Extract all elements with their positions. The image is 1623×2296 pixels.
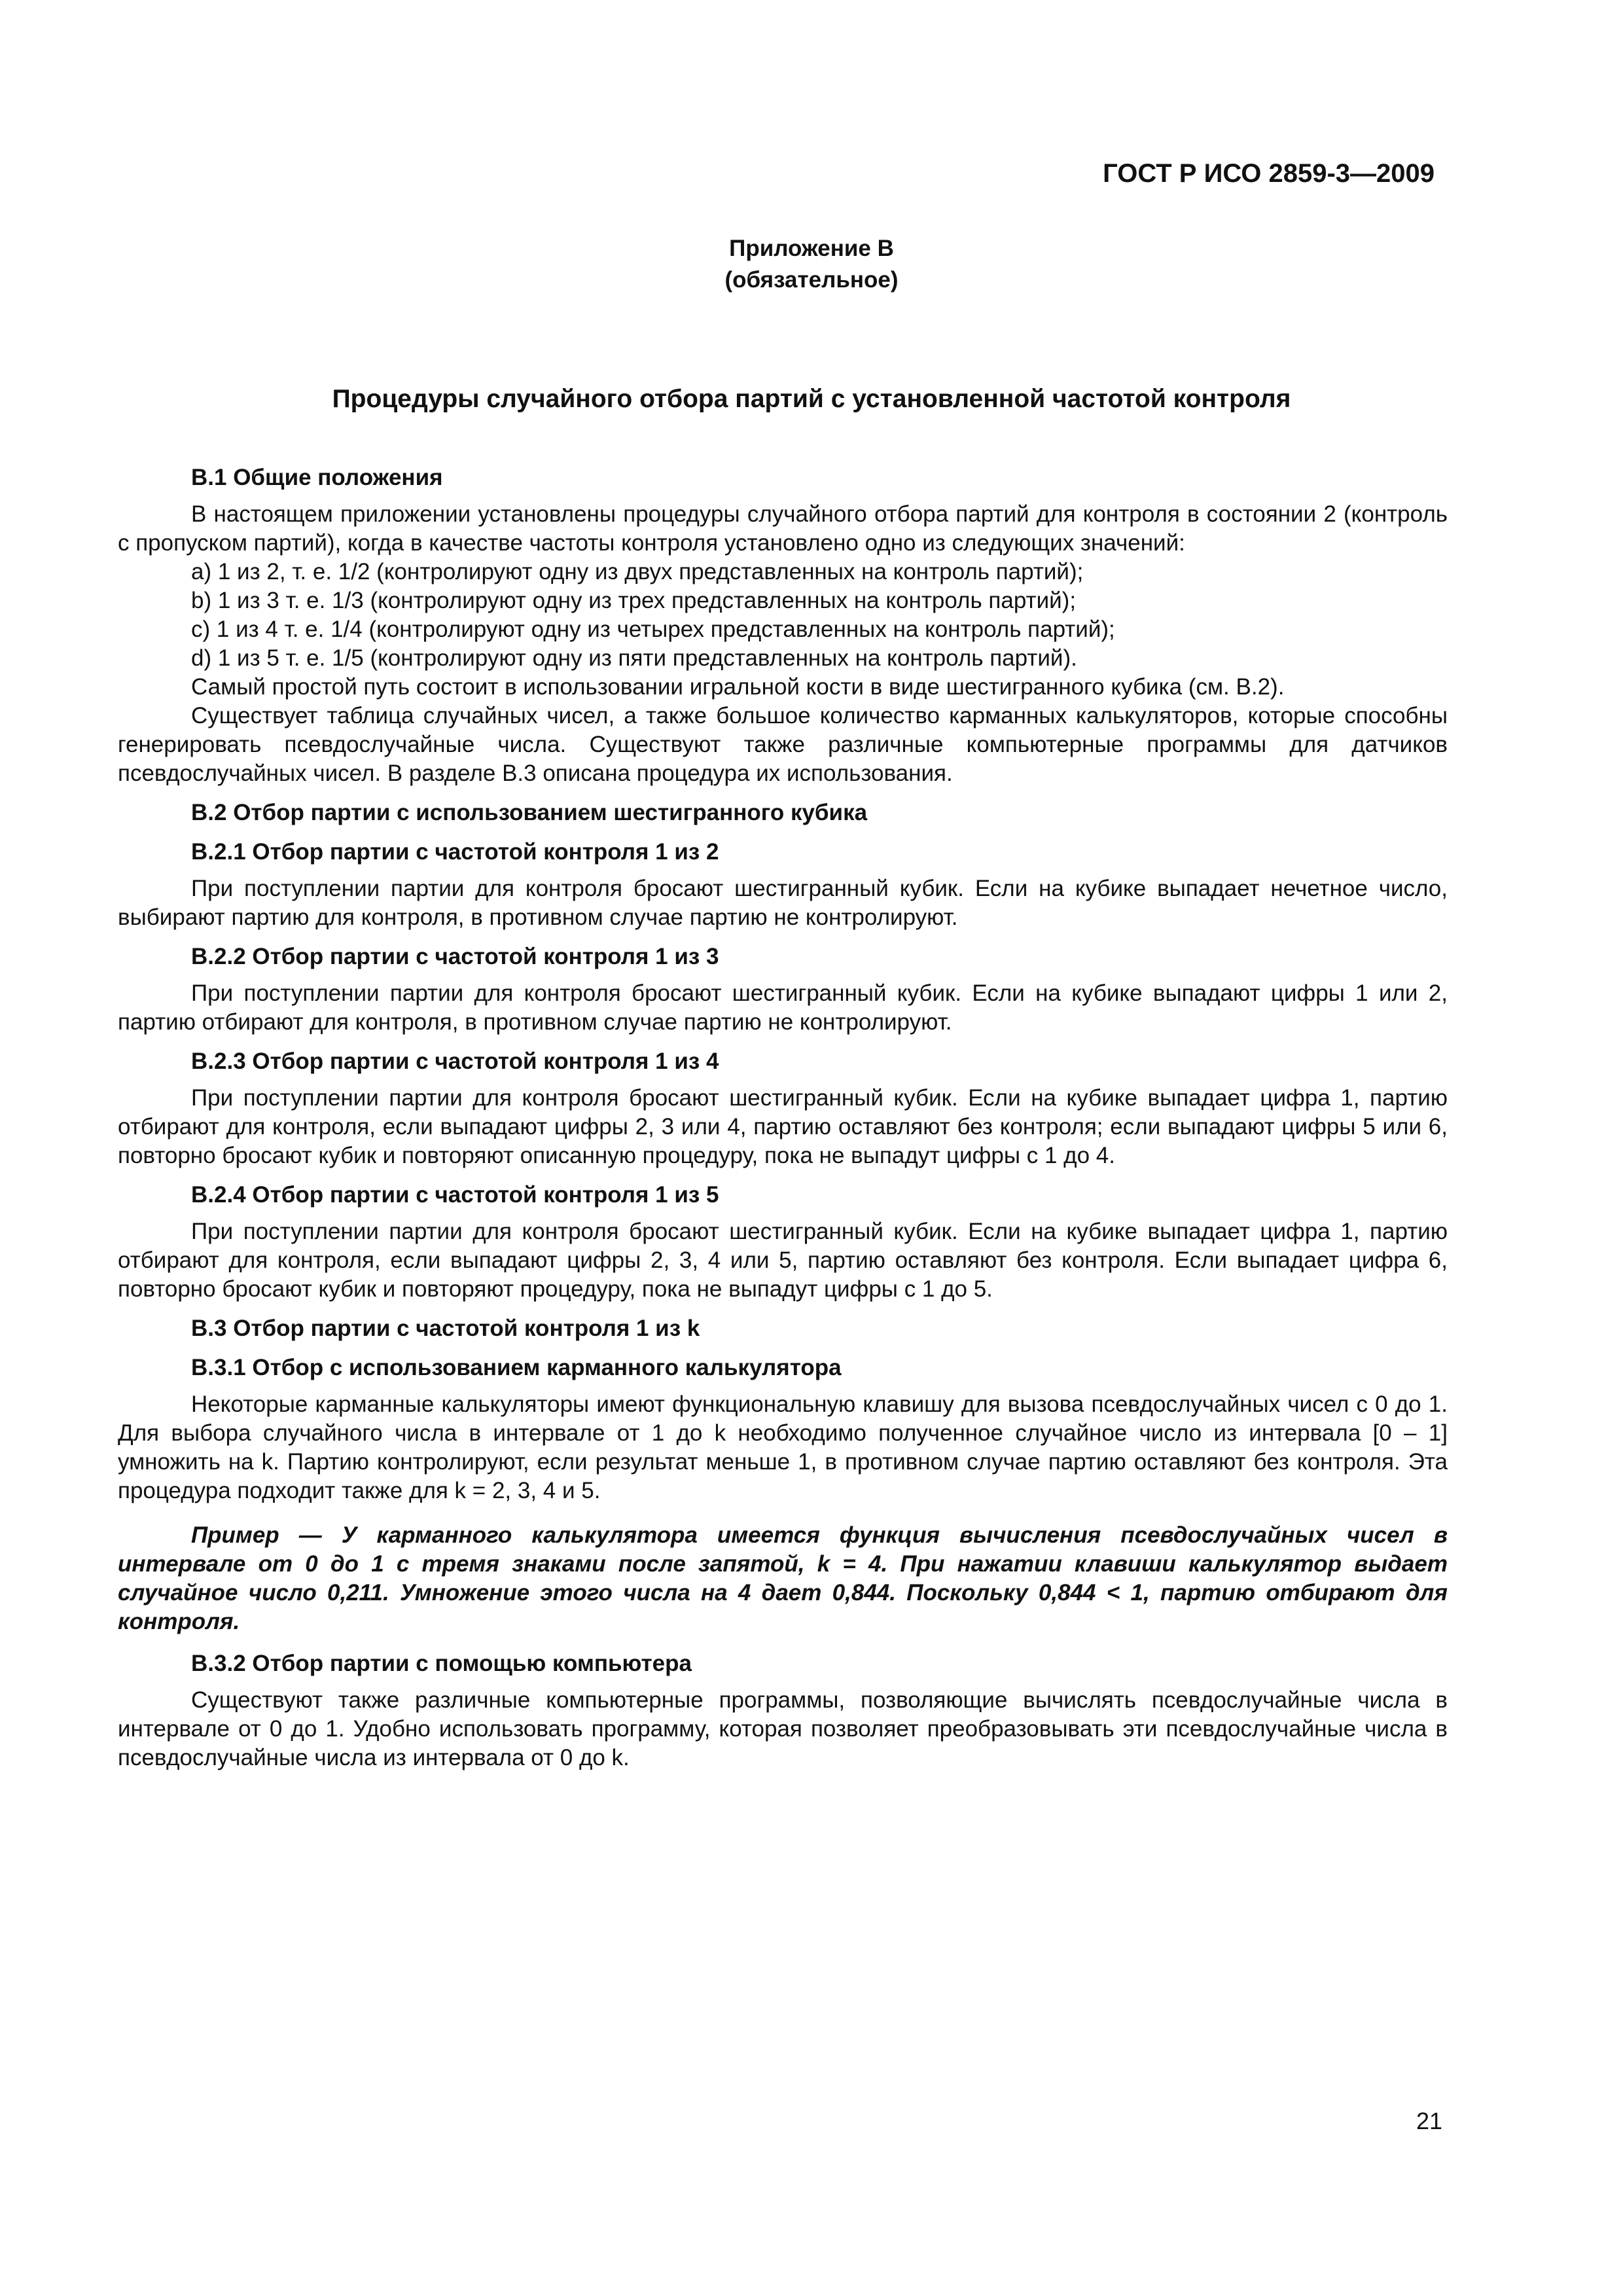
paragraph-b1-die: Самый простой путь состоит в использовании игральной кости в виде шестигранного кубика (см. В.2). (191, 674, 1285, 700)
list-item-a: a) 1 из 2, т. е. 1/2 (контролируют одну из двух представленных на контроль партий); (191, 559, 1084, 584)
list-item-c: c) 1 из 4 т. е. 1/4 (контролируют одну из четырех представленных на контроль партий); (191, 617, 1115, 642)
section-heading-b21: В.2.1 Отбор партии с частотой контроля 1 из 2 (191, 839, 719, 865)
example-note: Пример — У карманного калькулятора имеется функция вычисления псевдослучайных чисел в интервале от 0 до 1 с тремя знаками после запятой, k = 4. При нажатии клавиши калькулятор выдает случайное число 0,211. Умножение этого числа на 4 дает 0,844. Поскольку 0,844 < 1, партию отбирают для контроля. (118, 1522, 1448, 1634)
annex-title: Процедуры случайного отбора партий с установленной частотой контроля (332, 385, 1291, 413)
section-heading-b2: В.2 Отбор партии с использованием шестигранного кубика (191, 800, 868, 825)
list-item-b: b) 1 из 3 т. е. 1/3 (контролируют одну из трех представленных на контроль партий); (191, 588, 1077, 613)
section-heading-b3: В.3 Отбор партии с частотой контроля 1 из k (191, 1316, 700, 1341)
paragraph-b1-intro: В настоящем приложении установлены процедуры случайного отбора партий для контроля в состоянии 2 (контроль с пропуском партий), когда в качестве частоты контроля установлено одно из следующих значений: (118, 501, 1448, 556)
section-heading-b24: В.2.4 Отбор партии с частотой контроля 1 из 5 (191, 1182, 719, 1208)
paragraph-b1-random: Существует таблица случайных чисел, а также большое количество карманных калькуляторов, которые способны генерировать псевдослучайные числа. Существуют также различные компьютерные программы для датчиков псевдослучайных чисел. В разделе В.3 описана процедура их использования. (118, 703, 1448, 786)
page-number: 21 (1416, 2108, 1442, 2134)
paragraph-b21: При поступлении партии для контроля бросают шестигранный кубик. Если на кубике выпадает нечетное число, выбирают партию для контроля, в противном случае партию не контролируют. (118, 876, 1448, 930)
annex-label: Приложение В (729, 236, 894, 261)
section-heading-b22: В.2.2 Отбор партии с частотой контроля 1 из 3 (191, 944, 719, 969)
section-heading-b23: В.2.3 Отбор партии с частотой контроля 1 из 4 (191, 1049, 719, 1074)
document-body (118, 463, 1448, 1772)
paragraph-b32: Существуют также различные компьютерные программы, позволяющие вычислять псевдослучайные числа в интервале от 0 до 1. Удобно использовать программу, которая позволяет преобразовывать эти псевдослучайные числа в псевдослучайные числа из интервала от 0 до k. (118, 1687, 1448, 1770)
section-heading-b32: В.3.2 Отбор партии с помощью компьютера (191, 1651, 692, 1676)
paragraph-b31: Некоторые карманные калькуляторы имеют функциональную клавишу для вызова псевдослучайных чисел с 0 до 1. Для выбора случайного числа в интервале от 1 до k необходимо полученное случайное число из интервала [0 – 1] умножить на k. Партию контролируют, если результат меньше 1, в противном случае партию оставляют без контроля. Эта процедура подходит также для k = 2, 3, 4 и 5. (118, 1391, 1448, 1503)
section-heading-b31: В.3.1 Отбор с использованием карманного калькулятора (191, 1355, 842, 1380)
section-heading-b1: В.1 Общие положения (191, 465, 443, 490)
document-code: ГОСТ Р ИСО 2859-3—2009 (1103, 159, 1435, 188)
annex-header (0, 233, 1623, 296)
paragraph-b24: При поступлении партии для контроля бросают шестигранный кубик. Если на кубике выпадает цифра 1, партию отбирают для контроля, если выпадают цифры 2, 3, 4 или 5, партию оставляют без контроля. Если выпадает цифра 6, повторно бросают кубик и повторяют процедуру, пока не выпадут цифры с 1 до 5. (118, 1219, 1448, 1302)
paragraph-b23: При поступлении партии для контроля бросают шестигранный кубик. Если на кубике выпадает цифра 1, партию отбирают для контроля, если выпадают цифры 2, 3 или 4, партию оставляют без контроля; если выпадают цифры 5 или 6, повторно бросают кубик и повторяют описанную процедуру, пока не выпадут цифры с 1 до 4. (118, 1085, 1448, 1168)
annex-status: (обязательное) (724, 267, 899, 293)
paragraph-b22: При поступлении партии для контроля бросают шестигранный кубик. Если на кубике выпадают цифры 1 или 2, партию отбирают для контроля, в противном случае партию не контролируют. (118, 980, 1448, 1035)
list-item-d: d) 1 из 5 т. е. 1/5 (контролируют одну из пяти представленных на контроль партий). (191, 645, 1077, 671)
